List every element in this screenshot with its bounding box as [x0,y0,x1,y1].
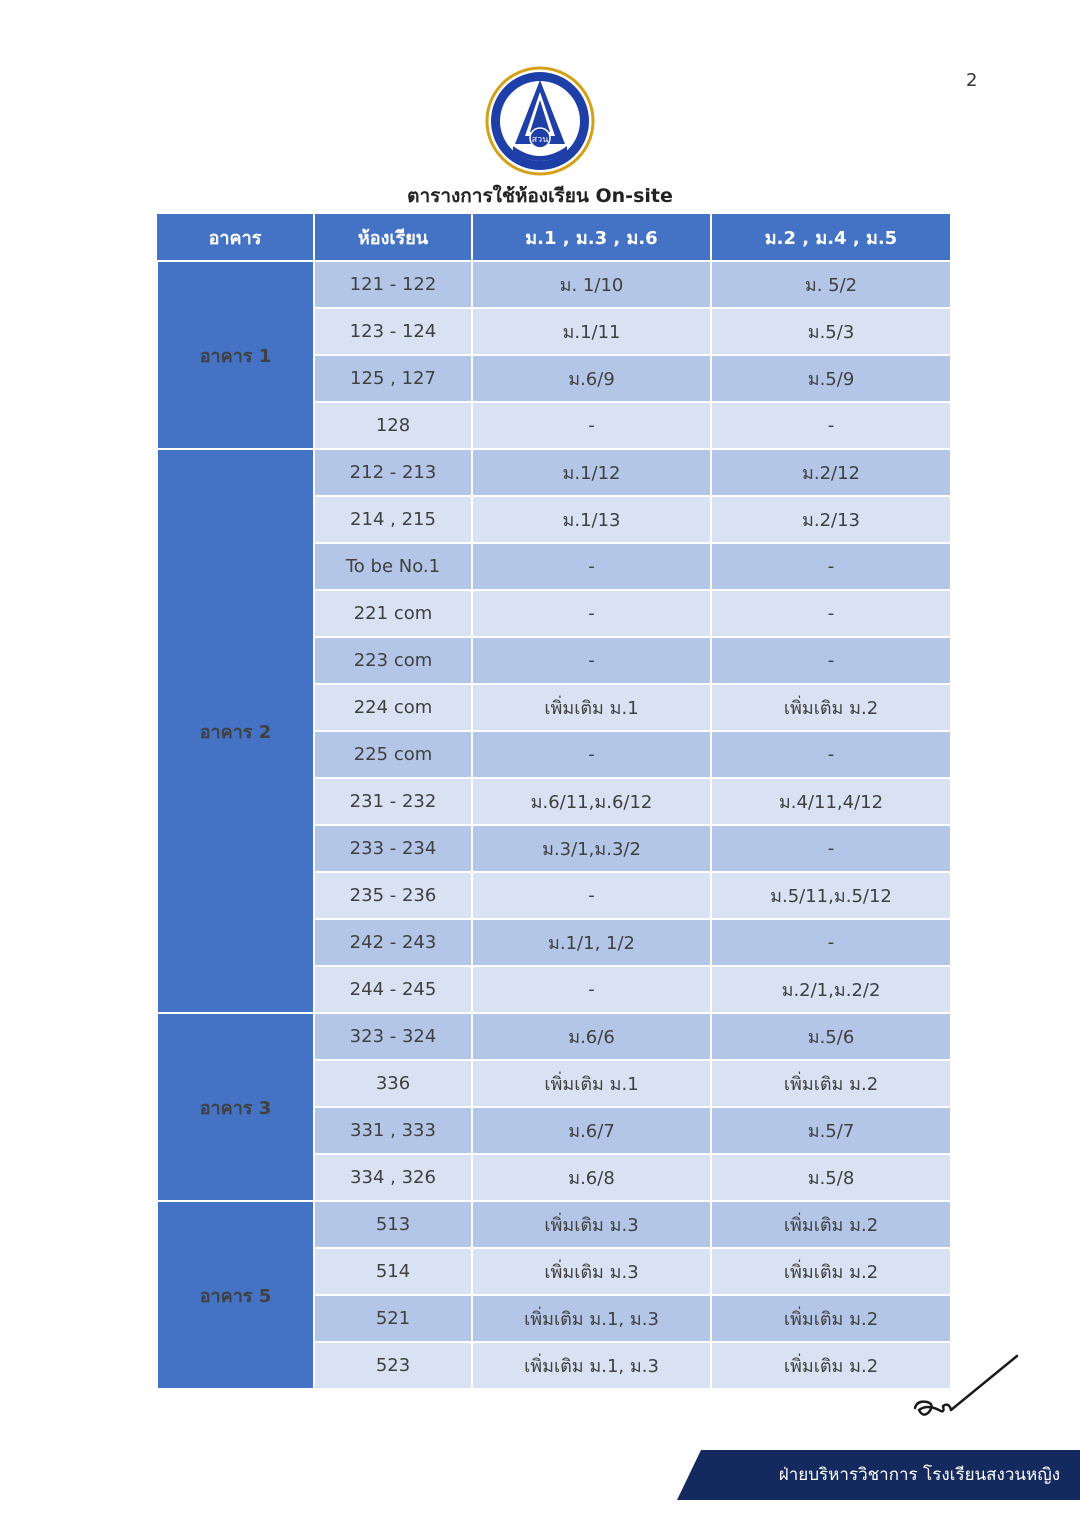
grades-1-3-6-cell: เพิ่มเติม ม.3 [472,1248,711,1295]
header-room: ห้องเรียน [314,214,472,261]
room-cell: 331 , 333 [314,1107,472,1154]
grades-1-3-6-cell: เพิ่มเติม ม.3 [472,1201,711,1248]
grades-2-4-5-cell: - [711,637,950,684]
building-cell: อาคาร 2 [157,449,314,1013]
grades-2-4-5-cell: เพิ่มเติม ม.2 [711,1060,950,1107]
room-cell: 242 - 243 [314,919,472,966]
grades-2-4-5-cell: ม.2/13 [711,496,950,543]
room-cell: To be No.1 [314,543,472,590]
grades-1-3-6-cell: ม. 1/10 [472,261,711,308]
school-logo-icon [485,66,595,176]
grades-2-4-5-cell: - [711,402,950,449]
room-cell: 128 [314,402,472,449]
header-grades-2-4-5: ม.2 , ม.4 , ม.5 [711,214,950,261]
table-row [157,449,950,496]
table-body [157,261,950,1389]
room-cell: 523 [314,1342,472,1389]
room-cell: 121 - 122 [314,261,472,308]
building-cell: อาคาร 1 [157,261,314,449]
grades-2-4-5-cell: ม.4/11,4/12 [711,778,950,825]
grades-1-3-6-cell: - [472,543,711,590]
grades-1-3-6-cell: ม.6/9 [472,355,711,402]
room-cell: 334 , 326 [314,1154,472,1201]
grades-1-3-6-cell: ม.6/11,ม.6/12 [472,778,711,825]
building-cell: อาคาร 3 [157,1013,314,1201]
grades-2-4-5-cell: เพิ่มเติม ม.2 [711,684,950,731]
grades-1-3-6-cell: - [472,872,711,919]
room-cell: 225 com [314,731,472,778]
room-cell: 513 [314,1201,472,1248]
grades-2-4-5-cell: ม.5/3 [711,308,950,355]
grades-2-4-5-cell: ม.5/7 [711,1107,950,1154]
footer-department-label: ฝ่ายบริหารวิชาการ โรงเรียนสงวนหญิง [778,1465,1060,1485]
table-header-row [157,214,950,261]
logo-text: สวน [531,135,549,145]
grades-1-3-6-cell: ม.1/12 [472,449,711,496]
table-row [157,1013,950,1060]
grades-2-4-5-cell: ม.5/9 [711,355,950,402]
building-cell: อาคาร 5 [157,1201,314,1389]
grades-1-3-6-cell: ม.3/1,ม.3/2 [472,825,711,872]
page-number: 2 [966,70,978,91]
grades-1-3-6-cell: ม.1/13 [472,496,711,543]
grades-2-4-5-cell: ม. 5/2 [711,261,950,308]
grades-1-3-6-cell: - [472,402,711,449]
grades-1-3-6-cell: เพิ่มเติม ม.1 [472,1060,711,1107]
grades-1-3-6-cell: ม.6/8 [472,1154,711,1201]
grades-2-4-5-cell: - [711,543,950,590]
grades-1-3-6-cell: ม.6/7 [472,1107,711,1154]
room-cell: 521 [314,1295,472,1342]
table-row [157,1201,950,1248]
room-cell: 214 , 215 [314,496,472,543]
room-cell: 223 com [314,637,472,684]
header-building: อาคาร [157,214,314,261]
grades-1-3-6-cell: - [472,731,711,778]
room-cell: 244 - 245 [314,966,472,1013]
room-cell: 125 , 127 [314,355,472,402]
grades-2-4-5-cell: ม.5/11,ม.5/12 [711,872,950,919]
room-cell: 233 - 234 [314,825,472,872]
room-cell: 224 com [314,684,472,731]
grades-1-3-6-cell: - [472,590,711,637]
grades-2-4-5-cell: เพิ่มเติม ม.2 [711,1201,950,1248]
grades-2-4-5-cell: เพิ่มเติม ม.2 [711,1248,950,1295]
classroom-schedule-table [156,214,950,1390]
room-cell: 212 - 213 [314,449,472,496]
grades-2-4-5-cell: - [711,825,950,872]
signature-icon [905,1350,1025,1425]
grades-2-4-5-cell: ม.2/12 [711,449,950,496]
grades-1-3-6-cell: - [472,637,711,684]
grades-2-4-5-cell: เพิ่มเติม ม.2 [711,1295,950,1342]
grades-1-3-6-cell: ม.1/11 [472,308,711,355]
table-row [157,261,950,308]
room-cell: 323 - 324 [314,1013,472,1060]
grades-2-4-5-cell: - [711,731,950,778]
grades-1-3-6-cell: ม.1/1, 1/2 [472,919,711,966]
grades-2-4-5-cell: ม.5/6 [711,1013,950,1060]
room-cell: 221 com [314,590,472,637]
room-cell: 231 - 232 [314,778,472,825]
grades-2-4-5-cell: - [711,590,950,637]
grades-2-4-5-cell: ม.2/1,ม.2/2 [711,966,950,1013]
grades-2-4-5-cell: ม.5/8 [711,1154,950,1201]
grades-1-3-6-cell: เพิ่มเติม ม.1, ม.3 [472,1295,711,1342]
grades-1-3-6-cell: เพิ่มเติม ม.1 [472,684,711,731]
document-title: ตารางการใช้ห้องเรียน On-site [407,185,673,207]
grades-2-4-5-cell: เพิ่มเติม ม.2 [711,1342,950,1389]
room-cell: 123 - 124 [314,308,472,355]
grades-1-3-6-cell: - [472,966,711,1013]
grades-1-3-6-cell: ม.6/6 [472,1013,711,1060]
room-cell: 514 [314,1248,472,1295]
grades-1-3-6-cell: เพิ่มเติม ม.1, ม.3 [472,1342,711,1389]
header-grades-1-3-6: ม.1 , ม.3 , ม.6 [472,214,711,261]
room-cell: 336 [314,1060,472,1107]
grades-2-4-5-cell: - [711,919,950,966]
room-cell: 235 - 236 [314,872,472,919]
